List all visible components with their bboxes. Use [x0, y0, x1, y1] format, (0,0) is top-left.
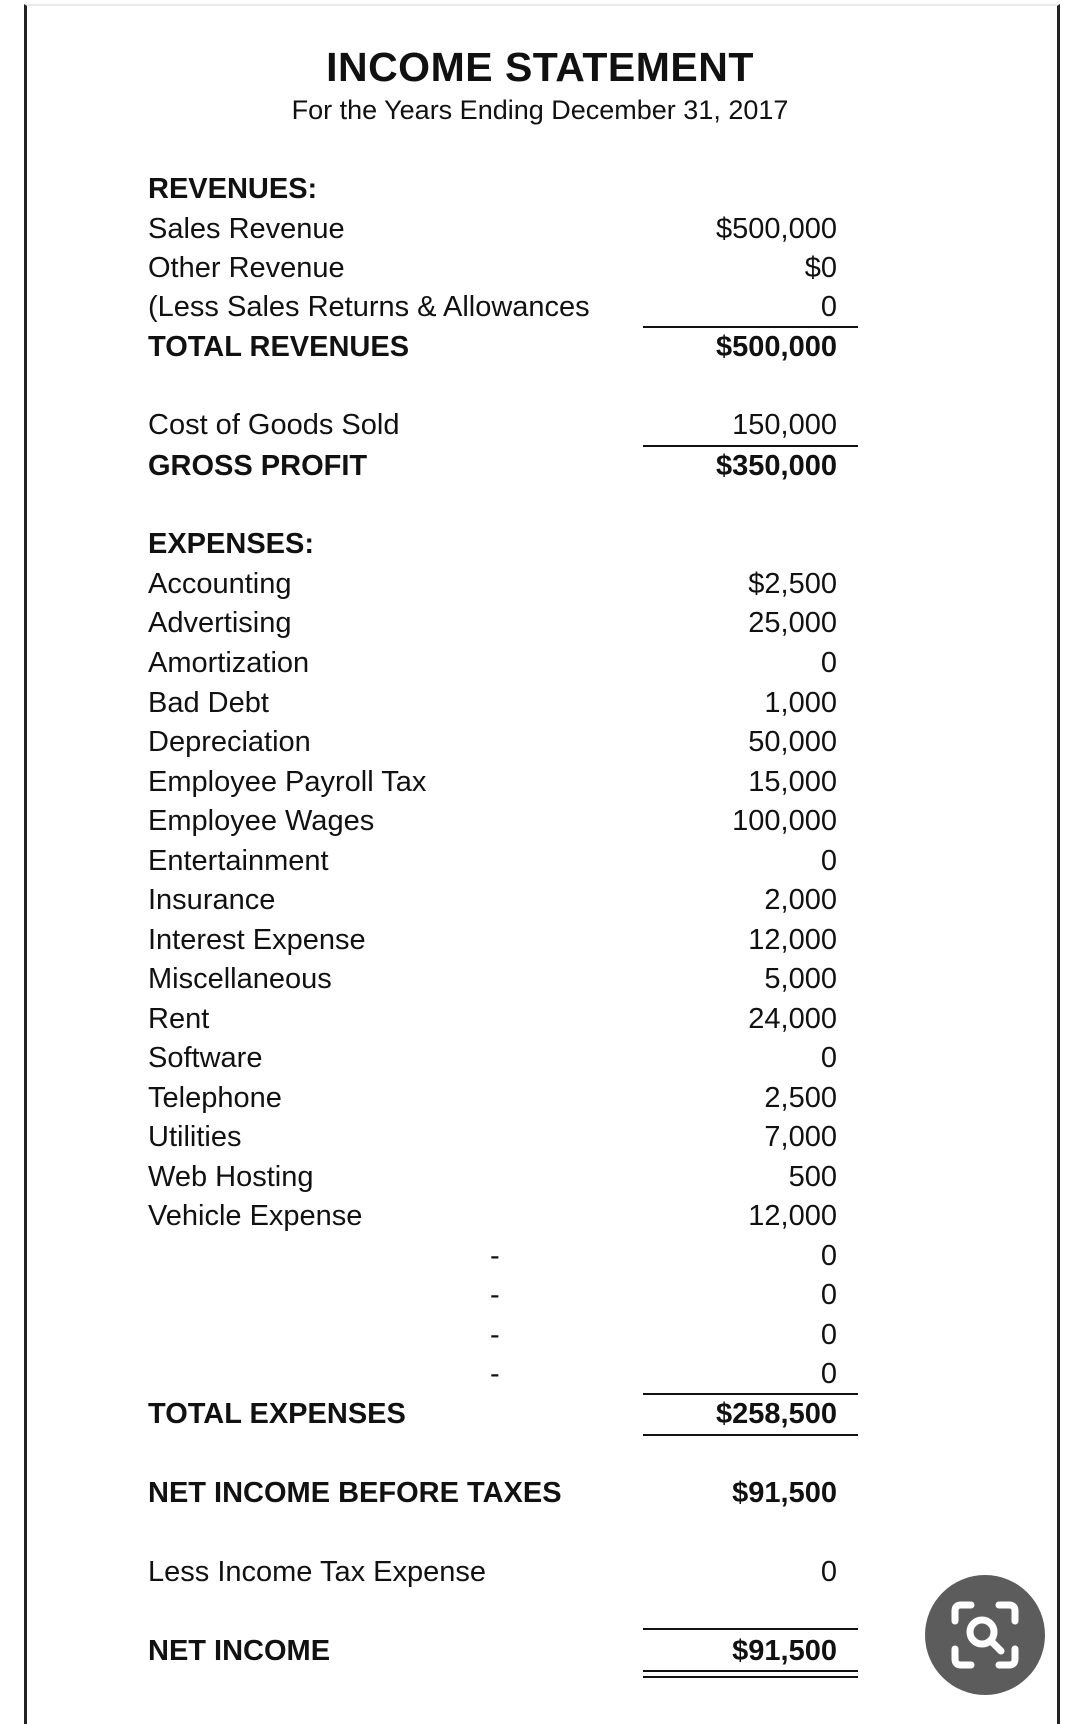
- net-income-top-rule: [643, 1628, 858, 1630]
- net-before-taxes-label: NET INCOME BEFORE TAXES: [148, 1477, 562, 1509]
- expense-label: Depreciation: [148, 726, 311, 758]
- expense-value: $2,500: [748, 568, 837, 600]
- expense-label: Utilities: [148, 1121, 242, 1153]
- total-rule: [643, 1434, 858, 1436]
- blank-expense-value: 0: [820, 1358, 837, 1390]
- expense-value: 2,000: [764, 884, 837, 916]
- blank-expense-label: -: [490, 1319, 500, 1351]
- gross-profit-value: $350,000: [716, 450, 837, 482]
- expense-label: Insurance: [148, 884, 276, 916]
- subtotal-rule: [643, 326, 858, 328]
- revenue-label: Other Revenue: [148, 252, 345, 284]
- blank-expense-label: -: [490, 1358, 500, 1390]
- statement-title: INCOME STATEMENT: [326, 44, 754, 90]
- total-expenses-value: $258,500: [716, 1398, 837, 1430]
- income-tax-value: 0: [820, 1556, 837, 1588]
- expense-label: Entertainment: [148, 845, 329, 877]
- expense-value: 0: [820, 1042, 837, 1074]
- income-tax-label: Less Income Tax Expense: [148, 1556, 486, 1588]
- expense-value: 0: [820, 845, 837, 877]
- statement-subtitle: For the Years Ending December 31, 2017: [291, 95, 789, 125]
- total-expenses-label: TOTAL EXPENSES: [148, 1398, 406, 1430]
- total-revenues-value: $500,000: [716, 331, 837, 363]
- revenue-label: (Less Sales Returns & Allowances: [148, 291, 590, 323]
- subtotal-rule: [643, 445, 858, 447]
- revenues-heading: REVENUES:: [148, 173, 318, 205]
- expense-label: Employee Payroll Tax: [148, 766, 427, 798]
- visual-search-button[interactable]: [925, 1575, 1045, 1695]
- expense-value: 2,500: [764, 1082, 837, 1114]
- expense-label: Software: [148, 1042, 263, 1074]
- expense-label: Amortization: [148, 647, 310, 679]
- net-income-double-rule: [643, 1670, 858, 1672]
- blank-expense-value: 0: [820, 1279, 837, 1311]
- expense-label: Employee Wages: [148, 805, 375, 837]
- blank-expense-label: -: [490, 1279, 500, 1311]
- revenue-label: Sales Revenue: [148, 213, 345, 245]
- revenue-value: $500,000: [716, 213, 837, 245]
- revenue-value: 0: [820, 291, 837, 323]
- expense-label: Accounting: [148, 568, 292, 600]
- net-income-value: $91,500: [732, 1635, 837, 1667]
- net-income-double-rule: [643, 1676, 858, 1678]
- net-before-taxes-value: $91,500: [732, 1477, 837, 1509]
- expense-value: 15,000: [748, 766, 837, 798]
- net-income-label: NET INCOME: [148, 1635, 331, 1667]
- blank-expense-value: 0: [820, 1240, 837, 1272]
- expense-label: Web Hosting: [148, 1161, 314, 1193]
- expense-label: Rent: [148, 1003, 210, 1035]
- gross-profit-label: GROSS PROFIT: [148, 450, 368, 482]
- expense-label: Telephone: [148, 1082, 282, 1114]
- cogs-label: Cost of Goods Sold: [148, 409, 400, 441]
- expenses-heading: EXPENSES:: [148, 528, 314, 560]
- expense-value: 100,000: [732, 805, 837, 837]
- expense-value: 1,000: [764, 687, 837, 719]
- cogs-value: 150,000: [732, 409, 837, 441]
- expense-value: 12,000: [748, 924, 837, 956]
- expense-label: Bad Debt: [148, 687, 269, 719]
- expense-value: 0: [820, 647, 837, 679]
- expense-value: 7,000: [764, 1121, 837, 1153]
- expense-value: 5,000: [764, 963, 837, 995]
- expense-label: Interest Expense: [148, 924, 366, 956]
- expense-label: Vehicle Expense: [148, 1200, 363, 1232]
- blank-expense-value: 0: [820, 1319, 837, 1351]
- subtotal-rule: [643, 1393, 858, 1395]
- total-revenues-label: TOTAL REVENUES: [148, 331, 410, 363]
- expense-label: Advertising: [148, 607, 292, 639]
- expense-value: 500: [788, 1161, 837, 1193]
- revenue-value: $0: [804, 252, 837, 284]
- expense-value: 24,000: [748, 1003, 837, 1035]
- blank-expense-label: -: [490, 1240, 500, 1272]
- visual-search-icon: [949, 1599, 1021, 1671]
- expense-value: 25,000: [748, 607, 837, 639]
- expense-value: 12,000: [748, 1200, 837, 1232]
- expense-value: 50,000: [748, 726, 837, 758]
- expense-label: Miscellaneous: [148, 963, 332, 995]
